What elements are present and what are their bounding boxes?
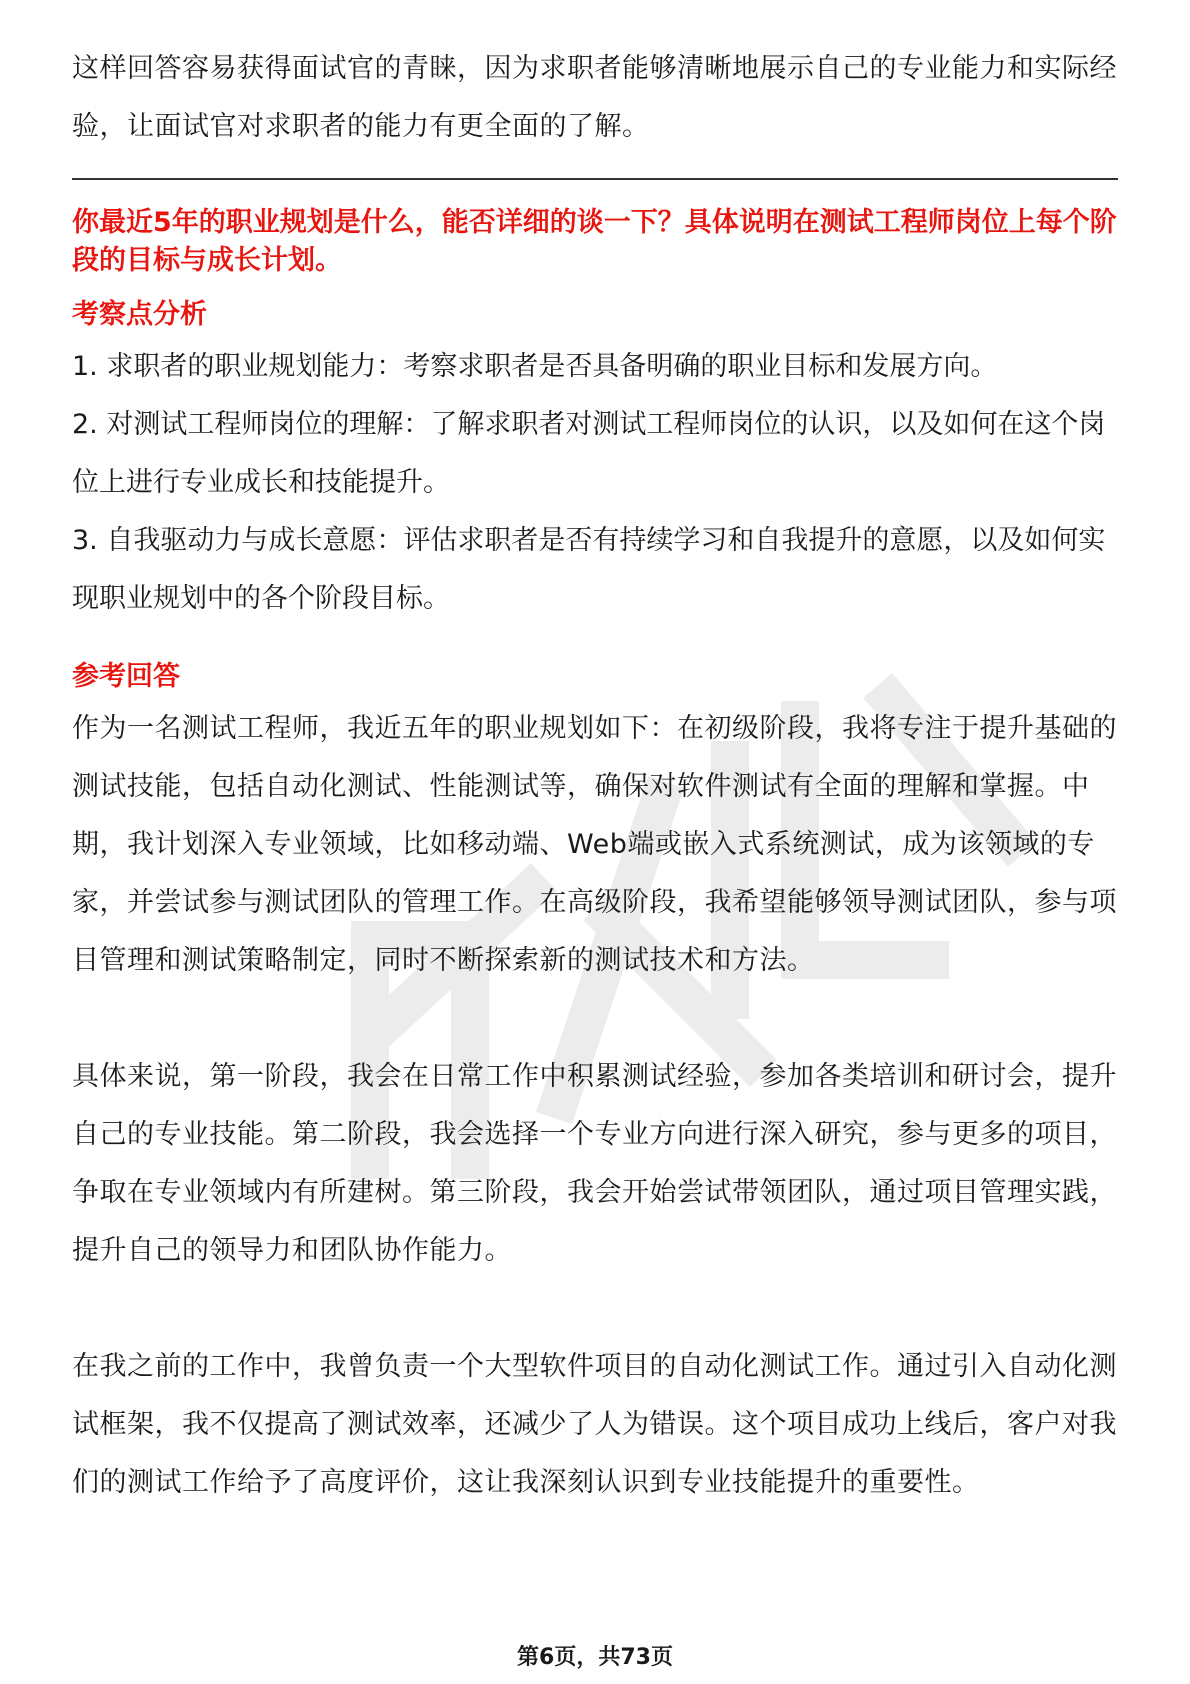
page-number: 第6页，共73页 — [517, 1645, 673, 1670]
section-divider — [72, 178, 1118, 180]
analysis-item: 2. 对测试工程师岗位的理解：了解求职者对测试工程师岗位的认识，以及如何在这个岗位上进行专业成长和技能提升。 — [72, 409, 1106, 498]
interview-question: 你最近5年的职业规划是什么，能否详细的谈一下？具体说明在测试工程师岗位上每个阶段的目标与成长计划。 — [72, 207, 1117, 276]
analysis-list — [72, 338, 1118, 628]
analysis-heading: 考察点分析 — [72, 299, 207, 330]
answer-paragraph: 具体来说，第一阶段，我会在日常工作中积累测试经验，参加各类培训和研讨会，提升自己的专业技能。第二阶段，我会选择一个专业方向进行深入研究，参与更多的项目，争取在专业领域内有所建树。第三阶段，我会开始尝试带领团队，通过项目管理实践，提升自己的领导力和团队协作能力。 — [72, 1061, 1117, 1266]
analysis-item: 3. 自我驱动力与成长意愿：评估求职者是否有持续学习和自我提升的意愿，以及如何实现职业规划中的各个阶段目标。 — [72, 525, 1106, 614]
document-page — [72, 40, 1118, 1512]
answer-paragraph: 在我之前的工作中，我曾负责一个大型软件项目的自动化测试工作。通过引入自动化测试框架，我不仅提高了测试效率，还减少了人为错误。这个项目成功上线后，客户对我们的测试工作给予了高度评价，这让我深刻认识到专业技能提升的重要性。 — [72, 1351, 1117, 1498]
answer-heading: 参考回答 — [72, 661, 180, 692]
analysis-item: 1. 求职者的职业规划能力：考察求职者是否具备明确的职业目标和发展方向。 — [72, 351, 998, 382]
intro-paragraph: 这样回答容易获得面试官的青睐，因为求职者能够清晰地展示自己的专业能力和实际经验，让面试官对求职者的能力有更全面的了解。 — [72, 53, 1117, 142]
answer-paragraph: 作为一名测试工程师，我近五年的职业规划如下：在初级阶段，我将专注于提升基础的测试技能，包括自动化测试、性能测试等，确保对软件测试有全面的理解和掌握。中期，我计划深入专业领域，比如移动端、Web端或嵌入式系统测试，成为该领域的专家，并尝试参与测试团队的管理工作。在高级阶段，我希望能够领导测试团队，参与项目管理和测试策略制定，同时不断探索新的测试技术和方法。 — [72, 713, 1117, 976]
